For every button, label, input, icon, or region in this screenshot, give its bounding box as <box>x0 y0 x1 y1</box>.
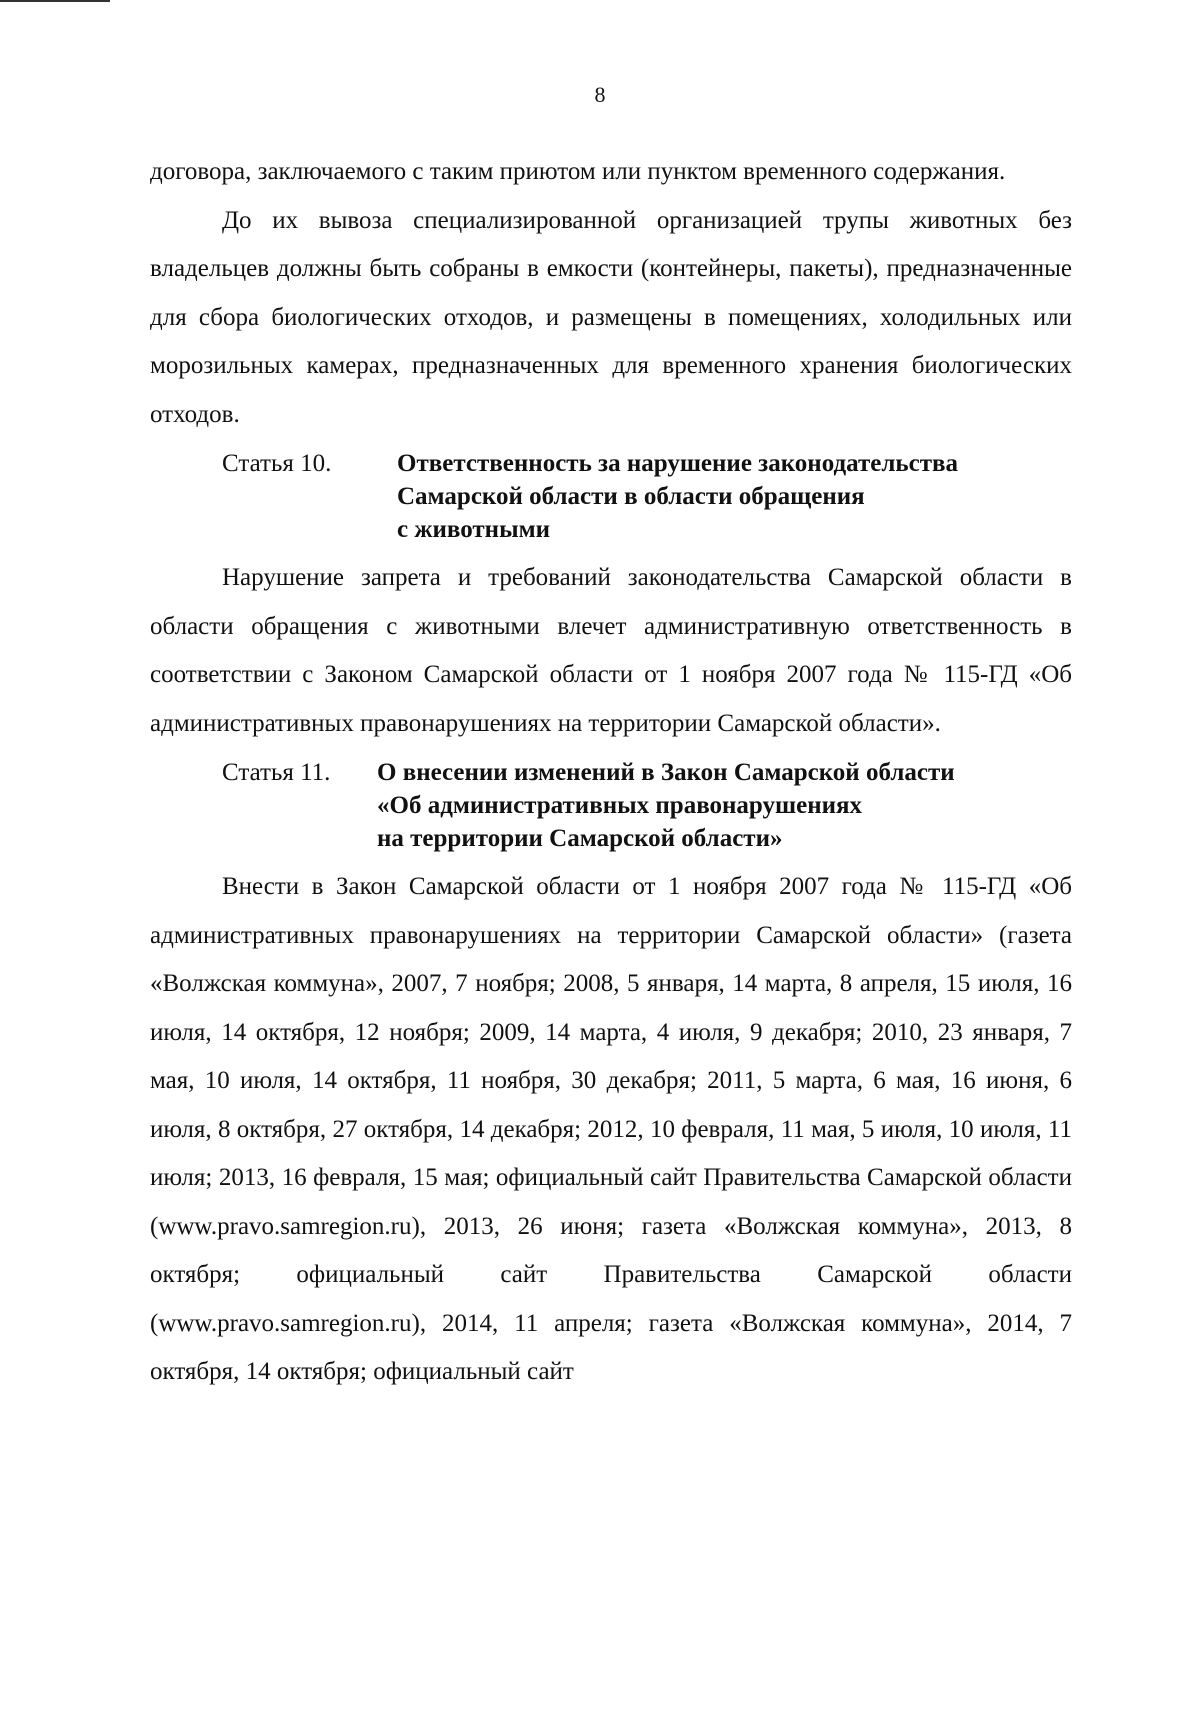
article-10-title-line: Ответственность за нарушение законодательства <box>397 450 958 477</box>
article-11-label: Статья 11. <box>222 759 331 786</box>
article-11-title-line: О внесении изменений в Закон Самарской области <box>377 759 955 786</box>
paragraph-disposal: До их вывоза специализированной организацией трупы животных без владельцев должны быть собраны в емкости (контейнеры, пакеты), предназначенные для сбора биологических отходов, и размещены в помещениях, холодильных или морозильных камерах, предназначенных для временного хранения биологических отходов. <box>150 206 1072 428</box>
document-body <box>150 148 1072 1397</box>
scan-edge-mark <box>0 0 110 2</box>
paragraph-continuation: договора, заключаемого с таким приютом или пунктом временного содержания. <box>150 158 1006 185</box>
paragraph-liability: Нарушение запрета и требований законодательства Самарской области в области обращения с животными влечет административную ответственность в соответствии с Законом Самарской области от 1 ноября 2007 года № 115-ГД «Об административных правонарушениях на территории Самарской области». <box>150 564 1072 737</box>
article-10-heading <box>150 447 1072 546</box>
paragraph-amendments: Внести в Закон Самарской области от 1 ноября 2007 года № 115-ГД «Об административных правонарушениях на территории Самарской области» (газета «Волжская коммуна», 2007, 7 ноября; 2008, 5 января, 14 марта, 8 апреля, 15 июля, 16 июля, 14 октября, 12 ноября; 2009, 14 марта, 4 июля, 9 декабря; 2010, 23 января, 7 мая, 10 июля, 14 октября, 11 ноября, 30 декабря; 2011, 5 марта, 6 мая, 16 июня, 6 июля, 8 октября, 27 октября, 14 декабря; 2012, 10 февраля, 11 мая, 5 июля, 10 июля, 11 июля; 2013, 16 февраля, 15 мая; официальный сайт Правительства Самарской области (www.pravo.samregion.ru), 2013, 26 июня; газета «Волжская коммуна», 2013, 8 октября; официальный сайт Правительства Самарской области (www.pravo.samregion.ru), 2014, 11 апреля; газета «Волжская коммуна», 2014, 7 октября, 14 октября; официальный сайт <box>150 873 1072 1385</box>
article-11-title-line: «Об административных правонарушениях <box>377 792 863 819</box>
article-11-title <box>377 756 955 855</box>
article-10-title-line: с животными <box>397 516 551 543</box>
article-11-heading <box>150 756 1072 855</box>
article-10-label: Статья 10. <box>222 450 332 477</box>
page-number: 8 <box>594 82 606 107</box>
article-11-title-line: на территории Самарской области» <box>377 825 783 852</box>
article-10-title-line: Самарской области в области обращения <box>397 483 865 510</box>
article-10-title <box>397 447 958 546</box>
